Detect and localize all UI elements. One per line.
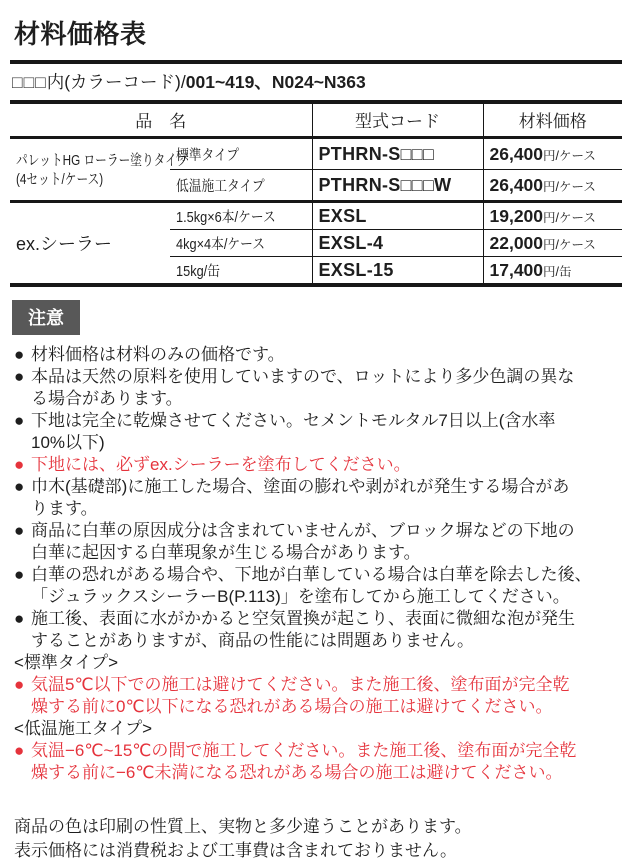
caution-text: 白華に起因する白華現象が生じる場合があります。 <box>31 543 421 562</box>
caution-text: 商品に白華の原因成分は含まれていませんが、ブロック塀などの下地の <box>31 521 575 540</box>
caution-text: することがありますが、商品の性能には問題ありません。 <box>31 631 475 650</box>
bullet-icon: ● <box>14 477 25 496</box>
caution-item <box>14 608 622 652</box>
footer-note-tax: 表示価格には消費税および工事費は含まれておりません。 <box>14 841 458 860</box>
bullet-icon: ● <box>14 609 25 628</box>
title-rule <box>10 60 622 64</box>
price-unit: 円/缶 <box>543 264 572 279</box>
price-value: 19,200 <box>489 205 544 226</box>
price-unit: 円/ケース <box>543 179 596 194</box>
variant-cell <box>170 230 312 257</box>
caution-item <box>14 564 622 608</box>
table-row <box>10 138 622 170</box>
caution-text: 燥する前に0℃以下になる恐れがある場合の施工は避けてください。 <box>31 697 553 716</box>
variant-cell <box>170 257 312 286</box>
price-value: 26,400 <box>489 143 544 164</box>
variant-label: 標準タイプ <box>176 147 240 164</box>
caution-text: 10%以下) <box>31 433 105 452</box>
color-code-placeholder-squares: □□□ <box>12 72 47 92</box>
caution-text: 下地は完全に乾燥させてください。セメントモルタル7日以上(含水率 <box>31 411 556 430</box>
price-cell <box>483 170 622 202</box>
price-value: 22,000 <box>489 232 544 253</box>
caution-text: 施工後、表面に水がかかると空気置換が起こり、表面に微細な泡が発生 <box>31 609 575 628</box>
variant-label: 1.5kg×6本/ケース <box>176 209 276 226</box>
price-cell <box>483 230 622 257</box>
subheading-text: <標準タイプ> <box>14 653 119 672</box>
caution-list <box>14 344 622 784</box>
caution-text: 気温−6℃~15℃の間で施工してください。また施工後、塗布面が完全乾 <box>31 741 577 760</box>
price-cell <box>483 202 622 230</box>
color-code-range: 001~419、N024~N363 <box>185 72 366 92</box>
caution-text: 白華の恐れがある場合や、下地が白華している場合は白華を除去した後、 <box>31 565 592 584</box>
caution-text: ります。 <box>31 499 98 518</box>
table-row <box>10 202 622 230</box>
model-code-cell: EXSL-4 <box>312 230 483 257</box>
table-header-row <box>10 102 622 138</box>
price-unit: 円/ケース <box>543 237 596 252</box>
footer-note-color: 商品の色は印刷の性質上、実物と多少違うことがあります。 <box>14 817 472 836</box>
color-code-line <box>12 69 622 94</box>
caution-item <box>14 366 622 410</box>
price-value: 26,400 <box>489 174 544 195</box>
col-header-code: 型式コード <box>312 102 483 138</box>
bullet-icon: ● <box>14 675 25 694</box>
caution-text: 「ジュラックスシーラーB(P.113)」を塗布してから施工してください。 <box>31 587 570 606</box>
subheading-text: <低温施工タイプ> <box>14 719 153 738</box>
model-code-cell: EXSL <box>312 202 483 230</box>
product-packaging: (4セット/ケース) <box>16 170 104 188</box>
price-unit: 円/ケース <box>543 148 596 163</box>
caution-badge: 注意 <box>12 300 80 335</box>
footer-notes <box>14 815 622 863</box>
product-name-cell <box>10 202 170 286</box>
type-subheading <box>14 718 622 740</box>
variant-label: 低温施工タイプ <box>176 178 265 195</box>
col-header-name: 品 名 <box>10 102 312 138</box>
col-header-price: 材料価格 <box>483 102 622 138</box>
price-table <box>10 100 622 287</box>
bullet-icon: ● <box>14 565 25 584</box>
model-code-cell: PTHRN-S□□□W <box>312 170 483 202</box>
bullet-icon: ● <box>14 455 25 474</box>
bullet-icon: ● <box>14 367 25 386</box>
variant-cell <box>170 202 312 230</box>
variant-label: 15kg/缶 <box>176 263 220 280</box>
caution-item <box>14 410 622 454</box>
page-title: 材料価格表 <box>14 19 147 49</box>
caution-item <box>14 476 622 520</box>
color-code-label: 内(カラーコード)/ <box>46 72 186 92</box>
variant-label: 4kg×4本/ケース <box>176 236 266 253</box>
caution-text: 燥する前に−6℃未満になる恐れがある場合の施工は避けてください。 <box>31 763 563 782</box>
caution-item-warning <box>14 740 622 784</box>
bullet-icon: ● <box>14 741 25 760</box>
product-name: パレットHG ローラー塗りタイプ <box>16 151 189 169</box>
caution-text: 巾木(基礎部)に施工した場合、塗面の膨れや剥がれが発生する場合があ <box>31 477 570 496</box>
caution-item-warning <box>14 674 622 718</box>
model-code-cell: EXSL-15 <box>312 257 483 286</box>
model-code-cell: PTHRN-S□□□ <box>312 138 483 170</box>
product-name-cell <box>10 138 189 202</box>
type-subheading <box>14 652 622 674</box>
bullet-icon: ● <box>14 521 25 540</box>
variant-cell <box>170 170 312 202</box>
caution-text: 気温5℃以下での施工は避けてください。また施工後、塗布面が完全乾 <box>31 675 570 694</box>
caution-item <box>14 344 622 366</box>
bullet-icon: ● <box>14 411 25 430</box>
caution-item <box>14 520 622 564</box>
price-value: 17,400 <box>489 259 544 280</box>
price-cell <box>483 257 622 286</box>
product-name: ex.シーラー <box>16 234 113 254</box>
caution-item-warning <box>14 454 622 476</box>
bullet-icon: ● <box>14 345 25 364</box>
price-cell <box>483 138 622 170</box>
price-unit: 円/ケース <box>543 210 596 225</box>
variant-cell <box>170 138 312 170</box>
caution-text: 下地には、必ずex.シーラーを塗布してください。 <box>31 455 411 474</box>
caution-text: 材料価格は材料のみの価格です。 <box>31 345 285 364</box>
caution-text: る場合があります。 <box>31 389 183 408</box>
caution-text: 本品は天然の原料を使用していますので、ロットにより多少色調の異な <box>31 367 575 386</box>
